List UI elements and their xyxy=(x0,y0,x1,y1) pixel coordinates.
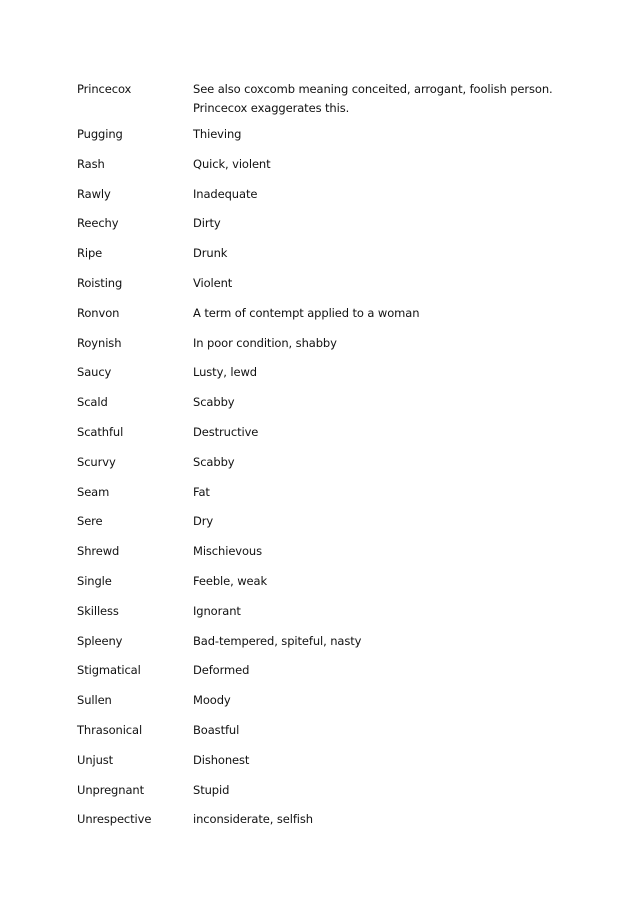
entry-definition: Fat xyxy=(193,484,210,499)
entry-term: Ronvon xyxy=(77,305,120,320)
glossary-entry xyxy=(77,632,577,662)
entry-term: Roisting xyxy=(77,275,123,290)
entry-definition: Destructive xyxy=(193,424,259,439)
entry-term: Rash xyxy=(77,156,105,171)
entry-term: Unrespective xyxy=(77,812,152,827)
glossary-entry xyxy=(77,572,577,602)
glossary-entry xyxy=(77,661,577,691)
entry-definition: Dry xyxy=(193,514,214,529)
glossary-entry xyxy=(77,363,577,393)
glossary-entry xyxy=(77,334,577,364)
entry-term: Skilless xyxy=(77,603,119,618)
entry-term: Saucy xyxy=(77,365,112,380)
entry-definition: Boastful xyxy=(193,722,240,737)
entry-definition: Inadequate xyxy=(193,186,258,201)
entry-term: Spleeny xyxy=(77,633,123,648)
entry-definition: Thieving xyxy=(193,127,242,141)
glossary-entry xyxy=(77,125,577,155)
entry-term: Stigmatical xyxy=(77,663,141,678)
entry-definition: Scabby xyxy=(193,454,235,469)
glossary-entry xyxy=(77,691,577,721)
glossary-entry xyxy=(77,721,577,751)
glossary-entry xyxy=(77,810,577,840)
glossary-entry xyxy=(77,602,577,632)
glossary-entry xyxy=(77,542,577,572)
entry-definition: See also coxcomb meaning conceited, arrogant, foolish person. Princecox exaggerates this. xyxy=(193,82,553,115)
entry-term: Thrasonical xyxy=(77,722,143,737)
entry-definition: Stupid xyxy=(193,782,230,797)
entry-term: Unpregnant xyxy=(77,782,144,797)
entry-definition: Dirty xyxy=(193,216,221,231)
entry-term: Ripe xyxy=(77,246,103,261)
entry-term: Shrewd xyxy=(77,544,120,559)
glossary-table xyxy=(77,80,577,840)
entry-definition: Deformed xyxy=(193,663,250,678)
entry-term: Scurvy xyxy=(77,454,116,469)
entry-term: Seam xyxy=(77,484,110,499)
entry-term: Scald xyxy=(77,395,108,410)
entry-term: Unjust xyxy=(77,752,114,767)
entry-term: Single xyxy=(77,573,112,588)
glossary-entry xyxy=(77,781,577,811)
entry-definition: In poor condition, shabby xyxy=(193,335,337,350)
entry-definition: Ignorant xyxy=(193,603,241,618)
glossary-entry xyxy=(77,214,577,244)
glossary-entry xyxy=(77,155,577,185)
entry-definition: Bad-tempered, spiteful, nasty xyxy=(193,633,362,648)
entry-definition: Quick, violent xyxy=(193,156,271,171)
entry-definition: Lusty, lewd xyxy=(193,365,257,380)
entry-definition: Violent xyxy=(193,275,233,290)
glossary-entry xyxy=(77,751,577,781)
entry-definition: Scabby xyxy=(193,395,235,410)
entry-term: Roynish xyxy=(77,335,122,350)
glossary-entry xyxy=(77,274,577,304)
entry-definition: Dishonest xyxy=(193,752,250,767)
entry-definition: Moody xyxy=(193,693,231,708)
glossary-entry xyxy=(77,304,577,334)
entry-term: Rawly xyxy=(77,186,111,201)
entry-term: Sullen xyxy=(77,693,112,708)
entry-term: Sere xyxy=(77,514,103,529)
glossary-entry xyxy=(77,80,577,125)
glossary-entry xyxy=(77,512,577,542)
glossary-entry xyxy=(77,244,577,274)
entry-term: Scathful xyxy=(77,424,124,439)
entry-definition: A term of contempt applied to a woman xyxy=(193,305,420,320)
glossary-entry xyxy=(77,453,577,483)
entry-definition: Mischievous xyxy=(193,544,263,559)
entry-term: Reechy xyxy=(77,216,119,231)
glossary-entry xyxy=(77,393,577,423)
entry-term: Pugging xyxy=(77,127,123,141)
entry-definition: Drunk xyxy=(193,246,228,261)
glossary-entry xyxy=(77,483,577,513)
glossary-entry xyxy=(77,185,577,215)
entry-term: Princecox xyxy=(77,82,132,96)
entry-definition: Feeble, weak xyxy=(193,573,268,588)
entry-definition: inconsiderate, selfish xyxy=(193,812,313,827)
glossary-entry xyxy=(77,423,577,453)
